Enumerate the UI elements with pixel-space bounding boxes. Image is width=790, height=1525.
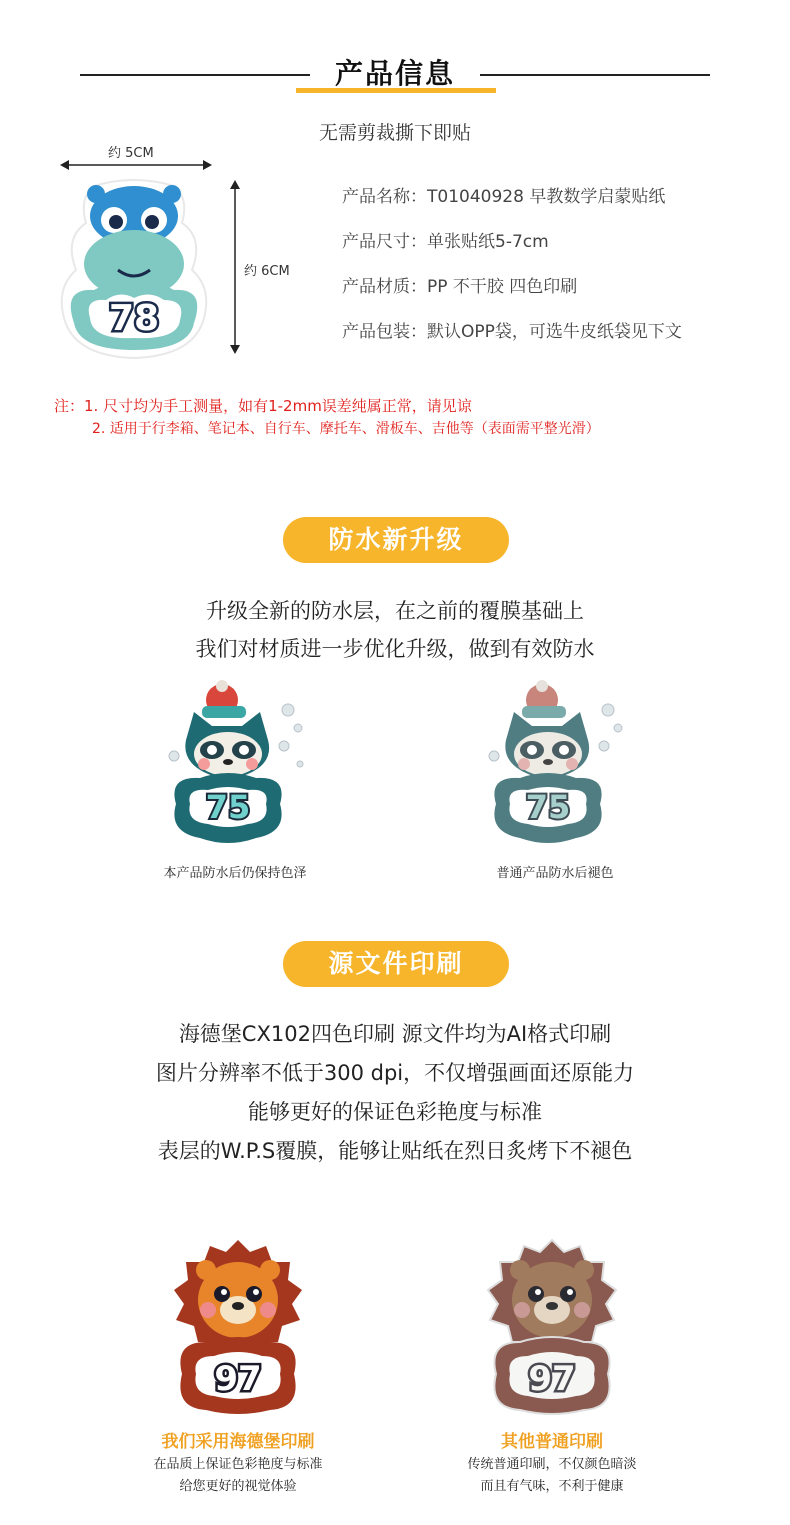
heidelberg-desc-2: 给您更好的视觉体验 [179,1479,297,1494]
header-line-left [80,74,310,76]
height-label: 约 6CM [244,264,290,279]
raccoon-faded-number: 75 [525,788,571,826]
waterproof-line-1: 升级全新的防水层，在之前的覆膜基础上 [206,599,584,623]
width-label: 约 5CM [108,146,154,161]
ordinary-print-title: 其他普通印刷 [501,1432,603,1452]
raccoon-vivid-number: 75 [205,788,251,826]
lion-vivid-number: 97 [214,1359,262,1399]
header-line-right [480,74,710,76]
waterproof-line-2: 我们对材质进一步优化升级，做到有效防水 [195,637,595,661]
spec-packaging: 产品包装：默认OPP袋，可选牛皮纸袋见下文 [342,322,682,342]
spec-name: 产品名称：T01040928 早教数学启蒙贴纸 [342,187,666,207]
raccoon-sticker-faded-image [484,680,634,850]
ordinary-print-desc-2: 而且有气味，不利于健康 [480,1479,624,1494]
raccoon-sticker-vivid-image [164,680,314,850]
ordinary-print-desc-1: 传统普通印刷，不仅颜色暗淡 [467,1457,637,1472]
lion-sticker-faded-image [482,1238,622,1418]
print-line-1: 海德堡CX102四色印刷 源文件均为AI格式印刷 [178,1022,612,1046]
print-line-3: 能够更好的保证色彩艳度与标准 [248,1100,542,1124]
spec-material: 产品材质：PP 不干胶 四色印刷 [342,277,578,297]
hippo-sticker-image [54,178,214,363]
spec-size: 产品尺寸：单张贴纸5-7cm [342,232,549,252]
note-line-1: 注：1. 尺寸均为手工测量，如有1-2mm误差纯属正常，请见谅 [54,397,472,415]
print-line-2: 图片分辨率不低于300 dpi，不仅增强画面还原能力 [155,1061,635,1085]
lion-sticker-vivid-image [168,1238,308,1418]
waterproof-left-caption: 本产品防水后仍保持色泽 [163,866,307,881]
section-title-source-print: 源文件印刷 [283,941,509,987]
note-line-2: 2. 适用于行李箱、笔记本、自行车、摩托车、滑板车、吉他等（表面需平整光滑） [92,421,600,437]
height-arrow [228,180,242,354]
hippo-sticker-number: 78 [108,298,160,339]
heidelberg-desc-1: 在品质上保证色彩艳度与标准 [153,1457,323,1472]
subtitle: 无需剪裁撕下即贴 [318,122,471,144]
waterproof-right-caption: 普通产品防水后褪色 [496,866,614,881]
print-line-4: 表层的W.P.S覆膜，能够让贴纸在烈日炙烤下不褪色 [157,1139,633,1163]
lion-faded-number: 97 [528,1359,576,1399]
heidelberg-title: 我们采用海德堡印刷 [161,1432,315,1452]
section-title-product-info: 产品信息 [334,57,455,90]
section-title-waterproof: 防水新升级 [283,517,509,563]
